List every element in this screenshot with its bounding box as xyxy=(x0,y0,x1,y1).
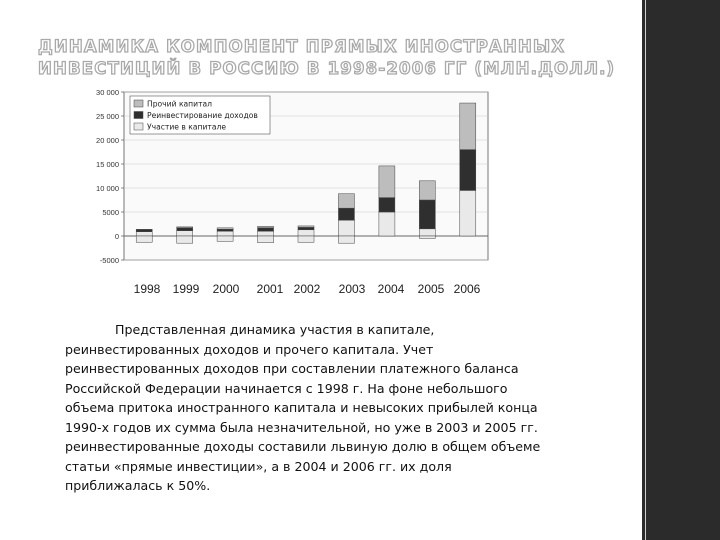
x-tick-label: 2001 xyxy=(256,282,284,296)
bar-segment-3 xyxy=(258,226,274,227)
bar-segment-3 xyxy=(338,194,354,208)
y-tick-label: 30 000 xyxy=(96,88,119,97)
bar-segment-3 xyxy=(460,103,476,150)
bar-segment-2 xyxy=(338,208,354,220)
x-tick-label: 2005 xyxy=(417,282,445,296)
y-tick-label: 20 000 xyxy=(96,136,119,145)
bar-segment-3 xyxy=(298,226,314,227)
paragraph-line: статьи «прямые инвестиции», а в 2004 и 2006 гг. их доля xyxy=(65,458,452,474)
right-decorative-band xyxy=(642,0,720,540)
legend-swatch xyxy=(134,112,143,119)
bar-segment-1 xyxy=(338,220,354,236)
x-tick-label: 2006 xyxy=(453,282,481,296)
bar-segment-2 xyxy=(177,228,193,231)
paragraph-line: 1990-х годов их сумма была незначительной, но уже в 2003 и 2005 гг. xyxy=(65,419,538,435)
bar-negative xyxy=(338,236,354,243)
legend-swatch xyxy=(134,100,143,107)
bar-segment-1 xyxy=(419,229,435,236)
x-tick-label: 1999 xyxy=(172,282,200,296)
y-tick-label: 0 xyxy=(114,232,119,241)
x-tick-label: 1998 xyxy=(133,282,161,296)
bar-segment-1 xyxy=(298,230,314,236)
legend-label: Реинвестирование доходов xyxy=(147,111,258,120)
paragraph-line: Представленная динамика участия в капитале, xyxy=(115,322,435,337)
bar-segment-1 xyxy=(379,212,395,236)
y-tick-label: 15 000 xyxy=(96,160,119,169)
body-paragraph xyxy=(65,320,610,496)
y-tick-label: -5000 xyxy=(99,256,119,265)
y-tick-label: 10 000 xyxy=(96,184,119,193)
paragraph-line: приближалась к 50%. xyxy=(65,478,211,493)
x-tick-label: 2004 xyxy=(377,282,405,296)
paragraph-line: реинвестированные доходы составили львиную долю в общем объеме xyxy=(65,439,541,454)
bar-segment-2 xyxy=(419,200,435,229)
slide-title xyxy=(38,36,618,80)
title-line-2: ИНВЕСТИЦИЙ В РОССИЮ В 1998-2006 ГГ (МЛН.ДОЛЛ.) xyxy=(38,59,616,78)
paragraph-line: Российской Федерации начинается с 1998 г. На фоне небольшого xyxy=(65,380,508,396)
bar-segment-1 xyxy=(177,231,193,236)
paragraph-line: реинвестированных доходов при составлении платежного баланса xyxy=(65,361,519,376)
bar-segment-1 xyxy=(460,190,476,236)
x-tick-label: 2003 xyxy=(338,282,366,296)
bar-negative xyxy=(136,236,152,242)
chart-legend xyxy=(130,96,270,134)
x-axis-labels xyxy=(0,282,720,298)
bar-negative xyxy=(217,236,233,241)
legend-label: Участие в капитале xyxy=(147,122,227,132)
bar-segment-1 xyxy=(258,231,274,236)
bar-negative xyxy=(419,236,435,238)
x-tick-label: 2000 xyxy=(212,282,240,296)
bar-segment-2 xyxy=(298,227,314,229)
bar-segment-1 xyxy=(136,232,152,236)
x-tick-label: 2002 xyxy=(293,282,321,296)
paragraph-line: объема притока иностранного капитала и невысоких прибылей конца xyxy=(65,400,538,415)
y-tick-label: 25 000 xyxy=(96,112,119,121)
bar-segment-3 xyxy=(379,166,395,198)
band-divider xyxy=(645,0,646,540)
legend-swatch xyxy=(134,123,143,130)
y-tick-label: 5000 xyxy=(102,208,119,217)
bar-negative xyxy=(177,236,193,243)
bar-segment-2 xyxy=(379,198,395,212)
bar-negative xyxy=(258,236,274,243)
bar-segment-3 xyxy=(217,228,233,229)
bar-segment-1 xyxy=(217,231,233,236)
y-axis-ticks xyxy=(96,88,124,265)
title-line-1: ДИНАМИКА КОМПОНЕНТ ПРЯМЫХ ИНОСТРАННЫХ xyxy=(38,37,566,56)
bar-segment-2 xyxy=(460,150,476,191)
legend-label: Прочий капитал xyxy=(147,99,213,109)
paragraph-line: реинвестированных доходов и прочего капитала. Учет xyxy=(65,341,434,357)
bar-segment-3 xyxy=(419,181,435,200)
bar-segment-3 xyxy=(177,227,193,228)
stacked-bar-chart xyxy=(88,86,498,268)
bar-negative xyxy=(298,236,314,242)
bar-segment-2 xyxy=(258,228,274,231)
bar-segment-2 xyxy=(217,229,233,231)
bar-segment-2 xyxy=(136,230,152,232)
